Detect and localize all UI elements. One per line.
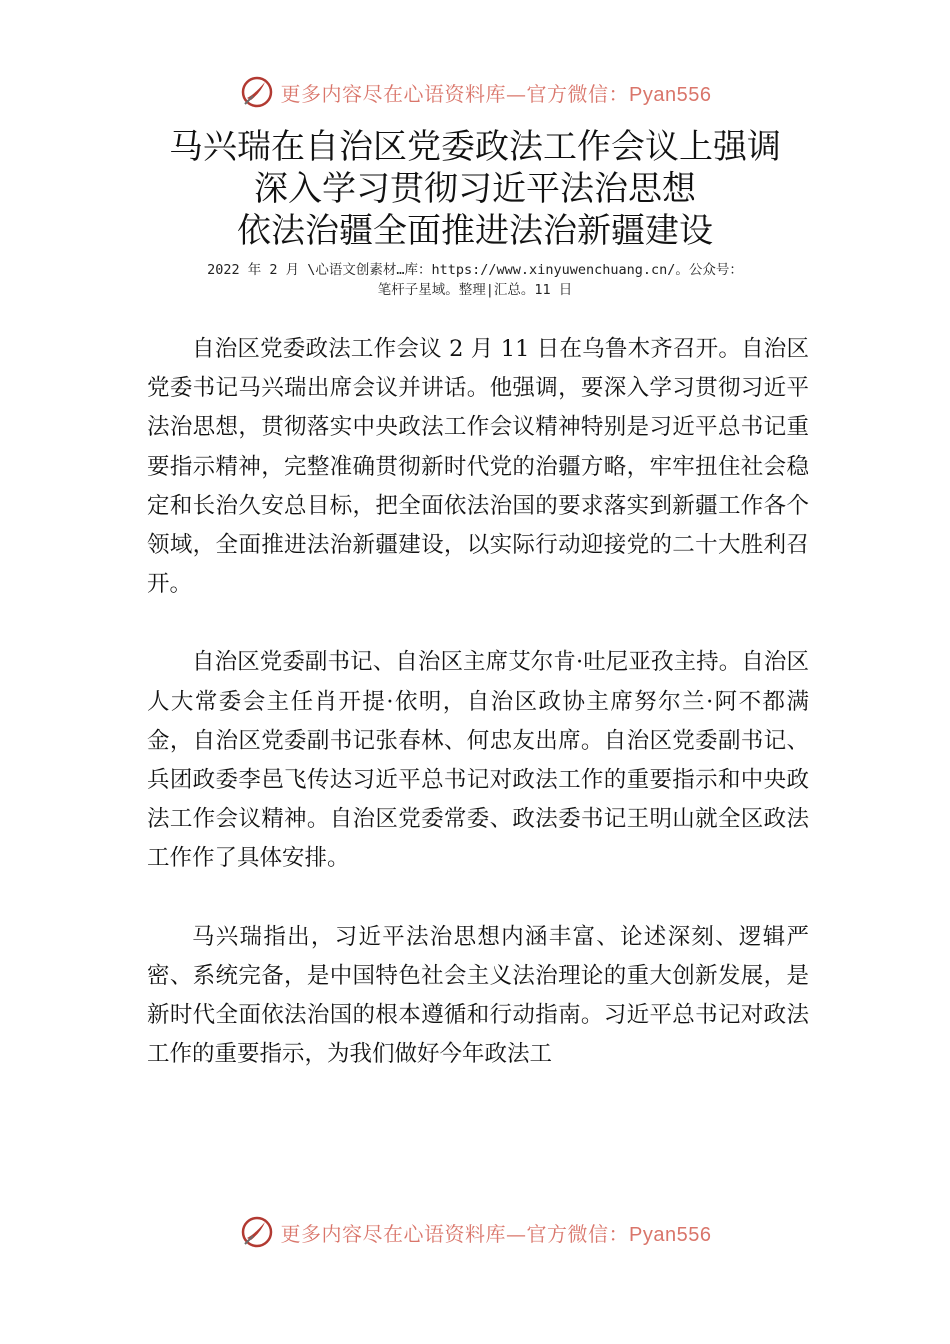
wechat-id: Pyan556: [629, 1223, 712, 1246]
article-title: [0, 126, 950, 252]
title-line-2: 深入学习贯彻习近平法治思想: [254, 169, 696, 209]
title-line-3: 依法治疆全面推进法治新疆建设: [237, 211, 713, 251]
watermark-text: 更多内容尽在心语资料库—官方微信：Pyan556: [280, 81, 712, 106]
article-body: [147, 330, 809, 1074]
title-line-1: 马兴瑞在自治区党委政法工作会议上强调: [169, 127, 781, 167]
paragraph: 自治区党委政法工作会议 2 月 11 日在乌鲁木齐召开。自治区党委书记马兴瑞出席会议并讲话。他强调，要深入学习贯彻习近平法治思想，贯彻落实中央政法工作会议精神特别是习近平总书记重要指示精神，完整准确贯彻新时代党的治疆方略，牢牢扭住社会稳定和长治久安总目标，把全面依法治国的要求落实到新疆工作各个领域，全面推进法治新疆建设，以实际行动迎接党的二十大胜利召开。: [147, 336, 809, 598]
byline: [100, 260, 850, 300]
byline-line-1: 2022 年 2 月 \心语文创素材…库：https://www.xinyuwenchuang.cn/。公众号：: [207, 262, 743, 278]
paragraph: 自治区党委副书记、自治区主席艾尔肯·吐尼亚孜主持。自治区人大常委会主任肖开提·依明，自治区政协主席努尔兰·阿不都满金，自治区党委副书记张春林、何忠友出席。自治区党委副书记、兵团政委李邑飞传达习近平总书记对政法工作的重要指示和中央政法工作会议精神。自治区党委常委、政法委书记王明山就全区政法工作作了具体安排。: [147, 649, 809, 872]
byline-line-2: 笔杆子星域。整理|汇总。11 日: [377, 282, 573, 298]
watermark-text: 更多内容尽在心语资料库—官方微信：Pyan556: [280, 1221, 712, 1246]
watermark-banner-top: [0, 70, 950, 114]
watermark-banner-bottom: [0, 1210, 950, 1254]
paragraph: 马兴瑞指出，习近平法治思想内涵丰富、论述深刻、逻辑严密、系统完备，是中国特色社会主义法治理论的重大创新发展，是新时代全面依法治国的根本遵循和行动指南。习近平总书记对政法工作的重要指示，为我们做好今年政法工: [147, 923, 809, 1068]
wechat-id: Pyan556: [629, 83, 712, 106]
quill-logo-icon: [239, 74, 275, 110]
quill-logo-icon: [239, 1214, 275, 1250]
